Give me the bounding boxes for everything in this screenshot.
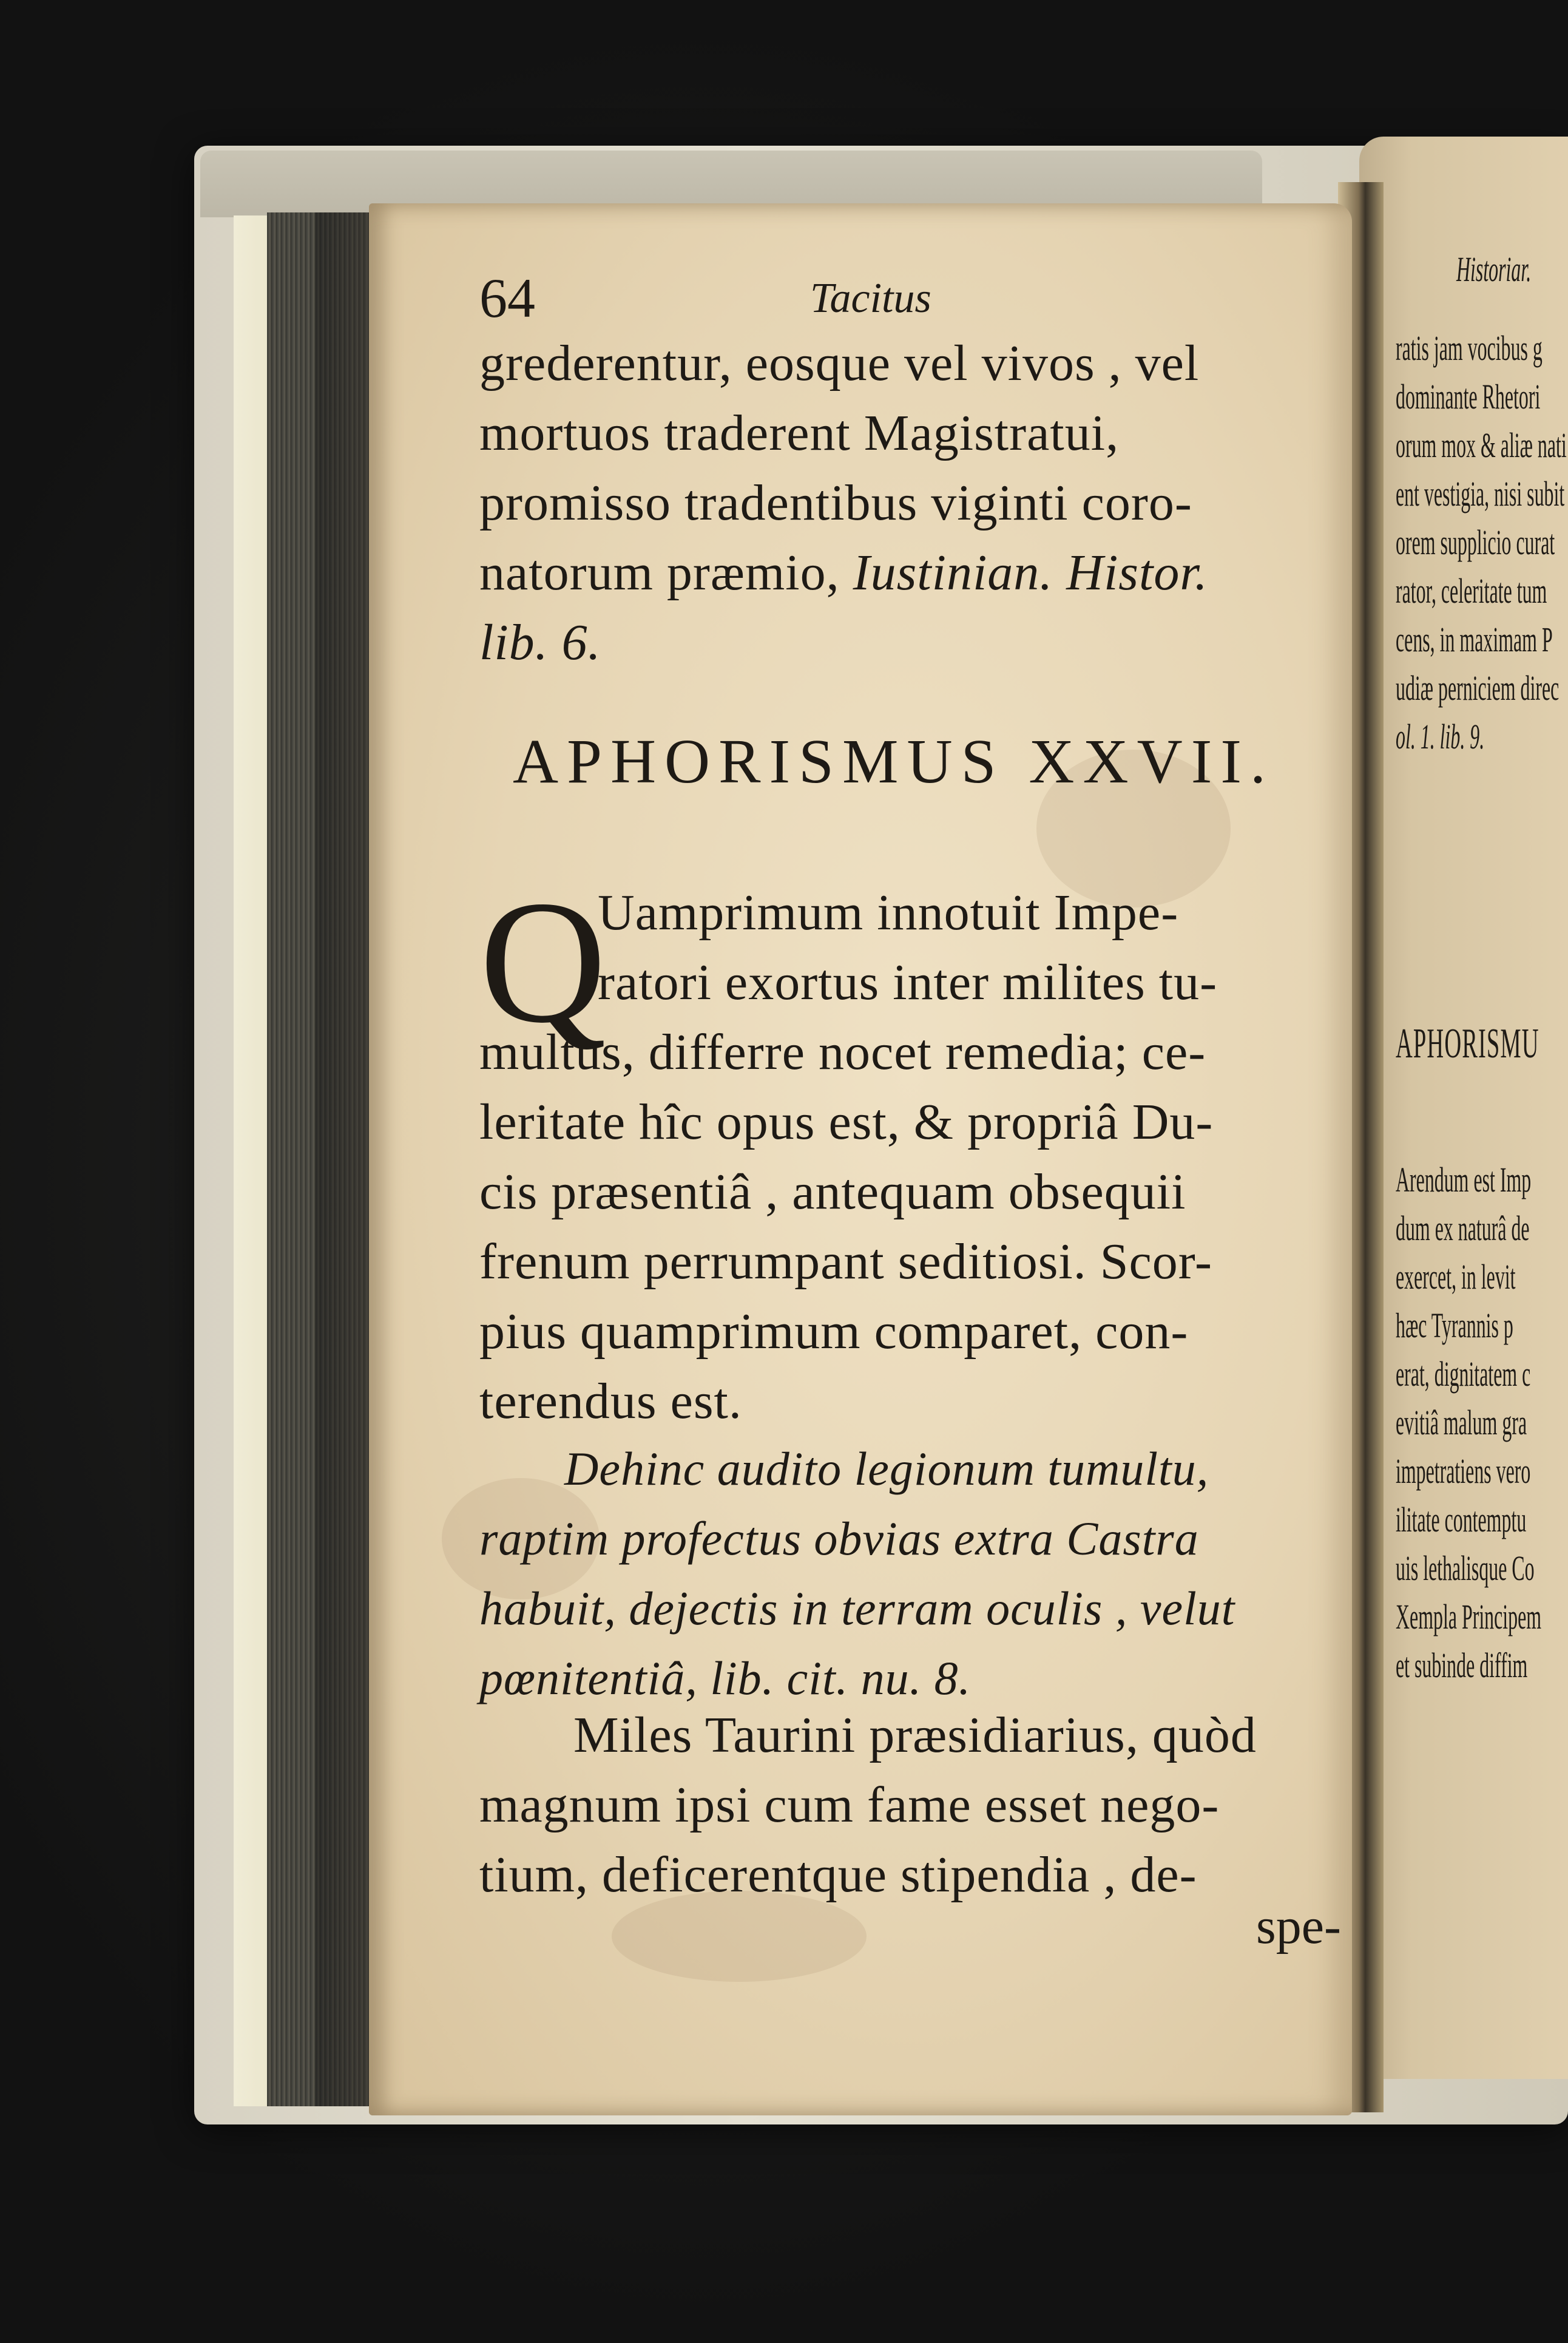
text-line: magnum ipsi cum fame esset nego-: [479, 1777, 1220, 1833]
text-line: mortuos traderent Magistratui,: [479, 405, 1120, 461]
text-line: Xempla Principem: [1396, 1597, 1542, 1636]
quote-line: raptim profectus obvias extra Castra: [479, 1512, 1199, 1565]
text-line: terendus est.: [479, 1373, 742, 1429]
text-line: dominante Rhetori: [1396, 377, 1541, 416]
text-line: cis præsentiâ , antequam obsequii: [479, 1164, 1186, 1220]
text-line: Miles Taurini præsidiarius, quòd: [573, 1707, 1257, 1763]
text-line: impetratiens vero: [1396, 1451, 1531, 1491]
right-heading: APHORISMU: [1396, 1020, 1539, 1067]
text-line: ratis jam vocibus g: [1396, 328, 1543, 368]
text-line: ratori exortus inter milites tu-: [598, 954, 1218, 1011]
text-line: udiæ perniciem direc: [1396, 668, 1560, 708]
text-line: frenum perrumpant seditiosi. Scor-: [479, 1233, 1213, 1290]
text-line: pius quamprimum comparet, con-: [479, 1303, 1189, 1360]
text-line: orum mox & aliæ nati: [1396, 426, 1567, 465]
quote-line: pœnitentiâ, lib. cit. nu. 8.: [479, 1652, 972, 1704]
catchword: spe-: [1256, 1898, 1341, 1955]
right-page-text: [1396, 231, 1568, 1991]
text-line: et subinde diffim: [1396, 1646, 1528, 1685]
text-line: promisso tradentibus viginti coro-: [479, 475, 1192, 531]
drop-cap: Q: [479, 864, 607, 1059]
text-line: dum ex naturâ de: [1396, 1209, 1530, 1248]
text-line: grederentur, eosque vel vivos , vel: [479, 335, 1200, 392]
running-title: Tacitus: [810, 275, 931, 322]
text-line: hæc Tyrannis p: [1396, 1306, 1513, 1345]
text-line: leritate hîc opus est, & propriâ Du-: [479, 1094, 1214, 1150]
right-running-title: Historiar.: [1456, 249, 1532, 289]
page-number: 64: [479, 267, 535, 329]
text-line: tium, deficerentque stipendia , de-: [479, 1846, 1197, 1903]
text-line: ol. 1. lib. 9.: [1396, 717, 1485, 756]
text-line: evitiâ malum gra: [1396, 1403, 1527, 1442]
aphorism-heading: APHORISMUS XXVII.: [513, 727, 1274, 796]
quote-line: habuit, dejectis in terram oculis , velut: [479, 1582, 1235, 1635]
text-line: multus, differre nocet remedia; ce-: [479, 1024, 1206, 1080]
quote-line: Dehinc audito legionum tumultu,: [564, 1442, 1209, 1495]
text-line: rator, celeritate tum: [1396, 571, 1547, 611]
text-line: Arendum est Imp: [1396, 1160, 1532, 1199]
text-line: cens, in maximam P: [1396, 620, 1553, 659]
text-line: orem supplicio curat: [1396, 523, 1555, 562]
text-line: erat, dignitatem c: [1396, 1354, 1531, 1394]
text-line: natorum præmio, Iustinian. Histor.: [479, 544, 1208, 601]
citation: lib. 6.: [479, 614, 601, 671]
text-line: ilitate contemptu: [1396, 1500, 1527, 1539]
text-line: ent vestigia, nisi subit: [1396, 474, 1565, 514]
text-line: exercet, in levit: [1396, 1257, 1516, 1297]
text-line: uis lethalisque Co: [1396, 1548, 1535, 1588]
citation: Iustinian. Histor.: [853, 544, 1208, 601]
text-line: Uamprimum innotuit Impe-: [598, 884, 1179, 941]
